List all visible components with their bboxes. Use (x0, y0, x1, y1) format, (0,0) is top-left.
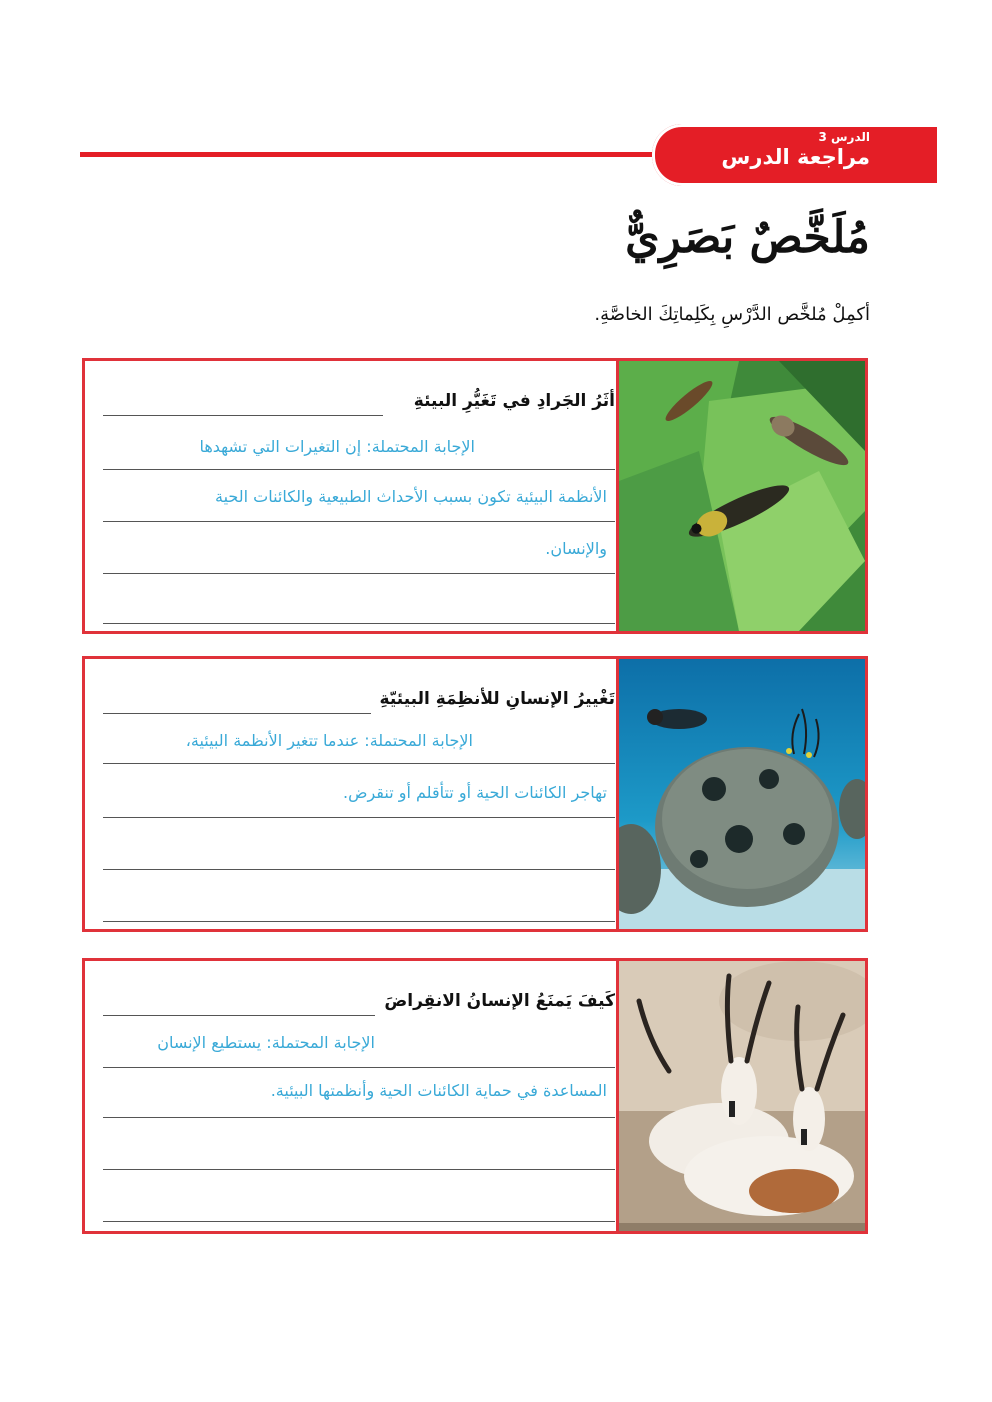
answer-area (103, 961, 615, 1231)
reef-image (616, 659, 865, 929)
answer-line: المساعدة في حماية الكائنات الحية وأنظمتها البيئية. (270, 1081, 607, 1100)
section-title: مراجعة الدرس (721, 145, 870, 169)
answer-area (103, 361, 615, 631)
card-heading: كَيفَ يَمنَعُ الإنسانُ الانقِراضَ (384, 991, 615, 1011)
writing-rule (103, 623, 615, 624)
answer-line: تهاجر الكائنات الحية أو تتأقلم أو تنقرض. (343, 783, 607, 802)
writing-rule (103, 1117, 615, 1118)
writing-rule (103, 521, 615, 522)
summary-card-locusts (82, 358, 868, 634)
writing-rule (103, 1221, 615, 1222)
card-heading: تَغْييرُ الإنسانِ للأنظِمَةِ البيئيّةِ (379, 689, 615, 709)
grasshopper-image (616, 361, 865, 631)
writing-rule (103, 1067, 615, 1068)
header-red-rule (80, 152, 680, 157)
writing-rule (103, 763, 615, 764)
writing-rule (103, 573, 615, 574)
writing-rule (103, 469, 615, 470)
answer-line: الأنظمة البيئية تكون بسبب الأحداث الطبيعية والكائنات الحية (215, 487, 607, 506)
summary-card-extinction (82, 958, 868, 1234)
lesson-tab (652, 124, 940, 186)
writing-rule (103, 921, 615, 922)
writing-rule (103, 817, 615, 818)
page-title: مُلَخَّصٌ بَصَرِيٌّ (625, 212, 870, 263)
card-heading: أثَرُ الجَرادِ في تَغَيُّرِ البيئةِ (413, 391, 615, 411)
answer-line: الإجابة المحتملة: يستطيع الإنسان (157, 1033, 375, 1052)
writing-rule (103, 1169, 615, 1170)
heading-underline (103, 713, 371, 714)
answer-line: الإجابة المحتملة: عندما تتغير الأنظمة البيئية، (185, 731, 473, 750)
answer-line: الإجابة المحتملة: إن التغيرات التي تشهدها (199, 437, 475, 456)
heading-underline (103, 1015, 375, 1016)
instruction-text: أكمِلْ مُلخَّص الدَّرْسِ بِكَلِماتِكَ الخاصَّةِ. (594, 304, 870, 325)
answer-line: والإنسان. (545, 539, 607, 558)
lesson-label: الدرس 3 (818, 130, 870, 144)
summary-card-human-change (82, 656, 868, 932)
writing-rule (103, 869, 615, 870)
heading-underline (103, 415, 383, 416)
oryx-image (616, 961, 865, 1231)
answer-area (103, 659, 615, 929)
